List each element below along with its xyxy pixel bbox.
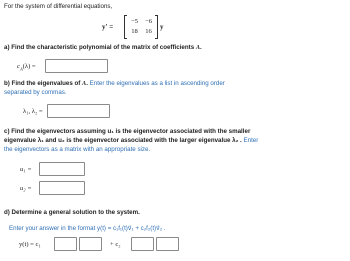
system-lhs: y′ = <box>102 23 114 31</box>
matrix-cell: −6 <box>144 18 152 25</box>
u1-label: u₁ = <box>20 166 32 173</box>
part-c-instruction: the eigenvectors as a matrix with an appropriate size. <box>4 146 151 153</box>
u2-label: u₂ = <box>20 185 32 192</box>
plus-c2-label: + c₂ <box>110 241 121 248</box>
f2-input[interactable] <box>131 237 154 251</box>
intro-text: For the system of differential equations, <box>4 3 113 10</box>
coefficient-matrix <box>124 15 158 39</box>
system-rhs: y <box>160 23 164 31</box>
part-b-instruction-cont: separated by commas. <box>4 89 67 96</box>
matrix-cell: −5 <box>130 18 138 25</box>
eigenvalues-input[interactable] <box>47 104 110 118</box>
part-b-question: b) Find the eigenvalues of A. Enter the eigenvalues as a list in ascending order <box>4 80 225 87</box>
eigenvalues-label: λ₁, λ₂ = <box>23 108 43 115</box>
v1-input[interactable] <box>79 237 102 251</box>
u1-eigenvector-input[interactable] <box>39 162 85 176</box>
v2-input[interactable] <box>156 237 179 251</box>
characteristic-polynomial-input[interactable] <box>45 59 108 73</box>
f1-input[interactable] <box>54 237 77 251</box>
part-d-question: d) Determine a general solution to the system. <box>4 209 140 216</box>
general-solution-label: y(t) = c₁ <box>19 241 41 248</box>
part-d-format-instruction: Enter your answer in the format y(t) = c₁f₁(t)v⃗₁ + c₂f₂(t)v⃗₂ . <box>9 225 166 232</box>
part-c-question-line1: c) Find the eigenvectors assuming u₁ is the eigenvector associated with the smaller <box>4 128 251 135</box>
matrix-right-bracket <box>155 15 158 39</box>
part-a-question: a) Find the characteristic polynomial of the matrix of coefficients A. <box>4 44 202 51</box>
matrix-left-bracket <box>124 15 127 39</box>
matrix-cell: 18 <box>131 28 138 35</box>
part-c-question-line2: eigenvalue λ₁ and u₂ is the eigenvector associated with the larger eigenvalue λ₂ . Enter <box>4 137 259 144</box>
u2-eigenvector-input[interactable] <box>39 181 85 195</box>
matrix-cell: 16 <box>145 28 152 35</box>
part-a-label: $c_A(\lambda)$ = <box>17 63 36 72</box>
